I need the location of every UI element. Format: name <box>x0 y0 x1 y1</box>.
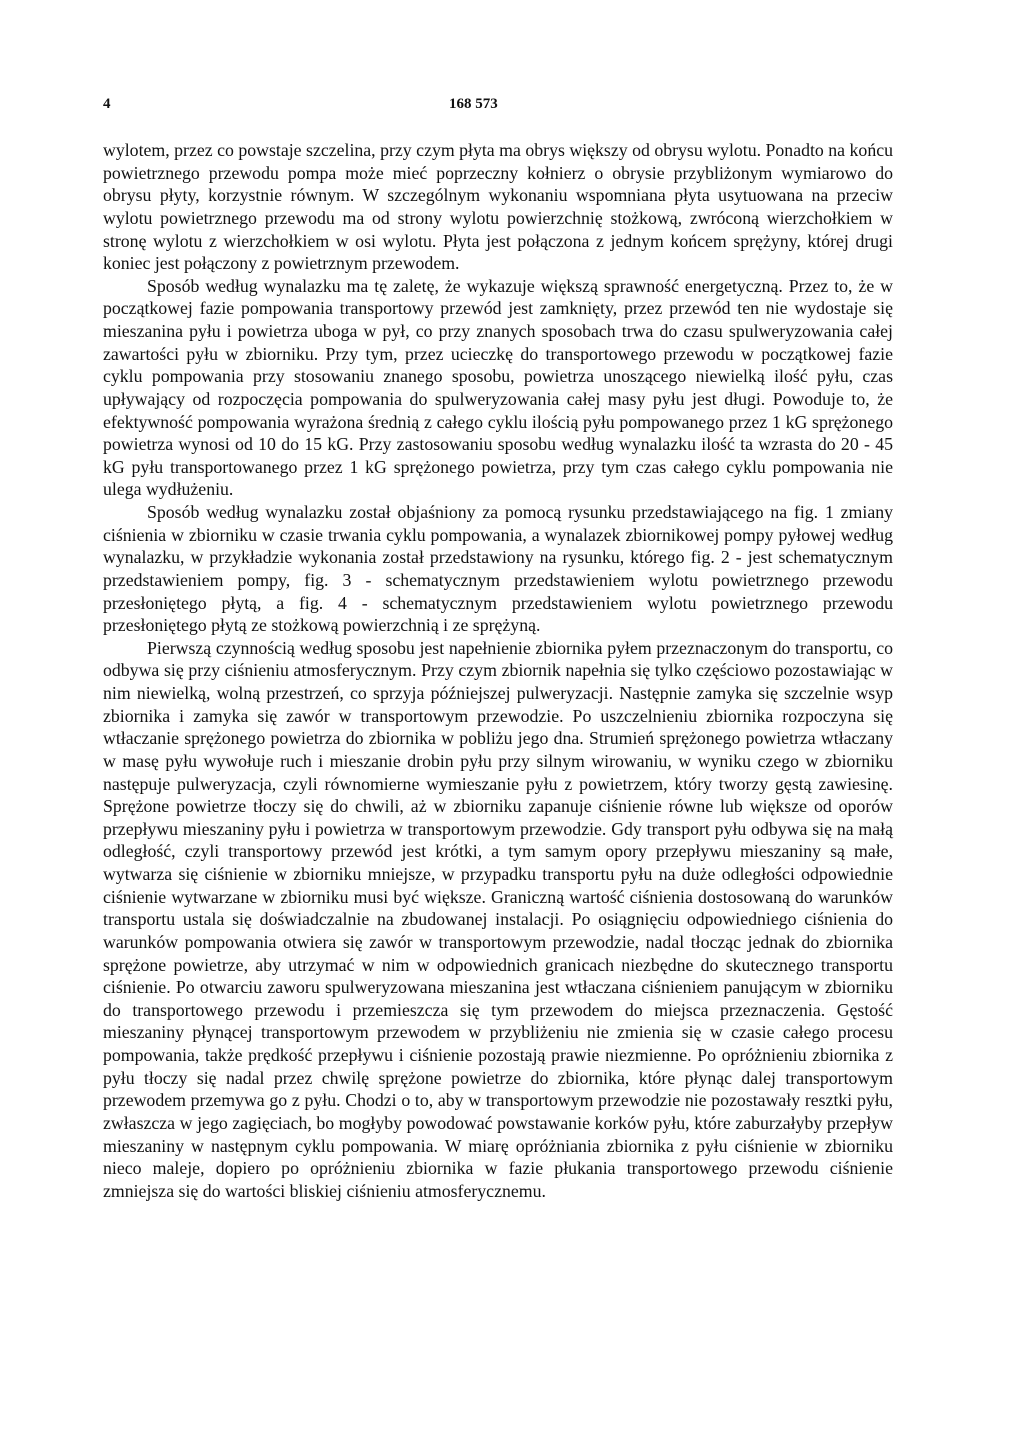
patent-number: 168 573 <box>449 96 498 112</box>
page-header <box>103 96 893 120</box>
body-text <box>103 139 893 1202</box>
paragraph: Sposób według wynalazku został objaśniony za pomocą rysunku przedstawiającego na fig. 1 zmiany ciśnienia w zbiorniku w czasie trwania cyklu pompowania, a wynalazek zbiornikowej pompy pyłowej według wynalazku, w przykładzie wykonania został przedstawiony na rysunku, którego fig. 2 - jest schematycznym przedstawieniem pompy, fig. 3 - schematycznym przedstawieniem wylotu powietrznego przewodu przesłoniętego płytą, a fig. 4 - schematycznym przedstawieniem wylotu powietrznego przewodu przesłoniętego płytą ze stożkową powierzchnią i ze sprężyną. <box>103 502 893 636</box>
page-number: 4 <box>103 96 111 112</box>
paragraph: Pierwszą czynnością według sposobu jest napełnienie zbiornika pyłem przeznaczonym do transportu, co odbywa się przy ciśnieniu atmosferycznym. Przy czym zbiornik napełnia się tylko częściowo pozostawiając w nim niewielką, wolną przestrzeń, co sprzyja późniejszej pulweryzacji. Następnie zamyka się szczelnie wsyp zbiornika i zamyka się zawór w transportowym przewodzie. Po uszczelnieniu zbiornika rozpoczyna się wtłaczanie sprężonego powietrza do zbiornika w pobliżu jego dna. Strumień sprężonego powietrza wtłaczany w masę pyłu wywołuje ruch i mieszanie drobin pyłu przy silnym wirowaniu, w wyniku czego w zbiorniku następuje pulweryzacja, czyli równomierne wymieszanie pyłu z powietrzem, który tworzy gęstą zawiesinę. Sprężone powietrze tłoczy się do chwili, aż w zbiorniku zapanuje ciśnienie równe lub większe od oporów przepływu mieszaniny pyłu i powietrza w transportowym przewodzie. Gdy transport pyłu odbywa się na małą odległość, czyli transportowy przewód jest krótki, a tym samym opory przepływu mieszaniny są małe, wytwarza się ciśnienie w zbiorniku mniejsze, w przypadku transportu pyłu na duże odległości odpowiednie ciśnienie wytwarzane w zbiorniku musi być większe. Graniczną wartość ciśnienia dostosowaną do warunków transportu ustala się doświadczalnie na zbudowanej instalacji. Po osiągnięciu odpowiedniego ciśnienia do warunków pompowania otwiera się zawór w transportowym przewodzie, nadal tłocząc jednak do zbiornika sprężone powietrze, aby utrzymać w nim w odpowiednich granicach niezbędne do skutecznego transportu ciśnienie. Po otwarciu zaworu spulweryzowana mieszanina jest wtłaczana ciśnieniem panującym w zbiorniku do transportowego przewodu i przemieszcza się tym przewodem do miejsca przeznaczenia. Gęstość mieszaniny płynącej transportowym przewodem w przybliżeniu nie zmienia się w czasie całego procesu pompowania, także prędkość przepływu i ciśnienie pozostają prawie niezmienne. Po opróżnieniu zbiornika z pyłu tłoczy się nadal przez chwilę sprężone powietrze do zbiornika, które płynąc dalej transportowym przewodem przemywa go z pyłu. Chodzi o to, aby w transportowym przewodzie nie pozostawały resztki pyłu, zwłaszcza w jego zagięciach, bo mogłyby powodować powstawanie korków pyłu, które zaburzałyby przepływ mieszaniny w następnym cyklu pompowania. W miarę opróżniania zbiornika z pyłu ciśnienie w zbiorniku nieco maleje, dopiero po opróżnieniu zbiornika w fazie płukania transportowego przewodu ciśnienie zmniejsza się do wartości bliskiej ciśnieniu atmosferycznemu. <box>103 637 893 1201</box>
paragraph: Sposób według wynalazku ma tę zaletę, że wykazuje większą sprawność energetyczną. Przez to, że w początkowej fazie pompowania transportowy przewód jest zamknięty, przez przewód ten nie wydostaje się mieszanina pyłu i powietrza uboga w pył, co przy znanych sposobach trwa do czasu spulweryzowania całej zawartości pyłu w zbiorniku. Przy tym, przez ucieczkę do transportowego przewodu w początkowej fazie cyklu pompowania przy stosowaniu znanego sposobu, powietrza unoszącego niewielką ilość pyłu, czas upływający od rozpoczęcia pompowania do spulweryzowania całej masy pyłu jest długi. Powoduje to, że efektywność pompowania wyrażona średnią z całego cyklu ilością pyłu pompowanego przez 1 kG sprężonego powietrza wynosi od 10 do 15 kG. Przy zastosowaniu sposobu według wynalazku ilość ta wzrasta do 20 - 45 kG pyłu transportowanego przez 1 kG sprężonego powietrza, przy tym czas całego cyklu pompowania nie ulega wydłużeniu. <box>103 275 893 500</box>
paragraph: wylotem, przez co powstaje szczelina, przy czym płyta ma obrys większy od obrysu wylotu. Ponadto na końcu powietrznego przewodu pompa może mieć poprzeczny kołnierz o obrysie przybliżonym wymiarowo do obrysu płyty, korzystnie równym. W szczególnym wykonaniu wspomniana płyta usytuowana na przeciw wylotu powietrznego przewodu ma od strony wylotu powierzchnię stożkową, zwróconą wierzchołkiem w stronę wylotu z wierzchołkiem w osi wylotu. Płyta jest połączona z jednym końcem sprężyny, której drugi koniec jest połączony z powietrznym przewodem. <box>103 140 893 274</box>
